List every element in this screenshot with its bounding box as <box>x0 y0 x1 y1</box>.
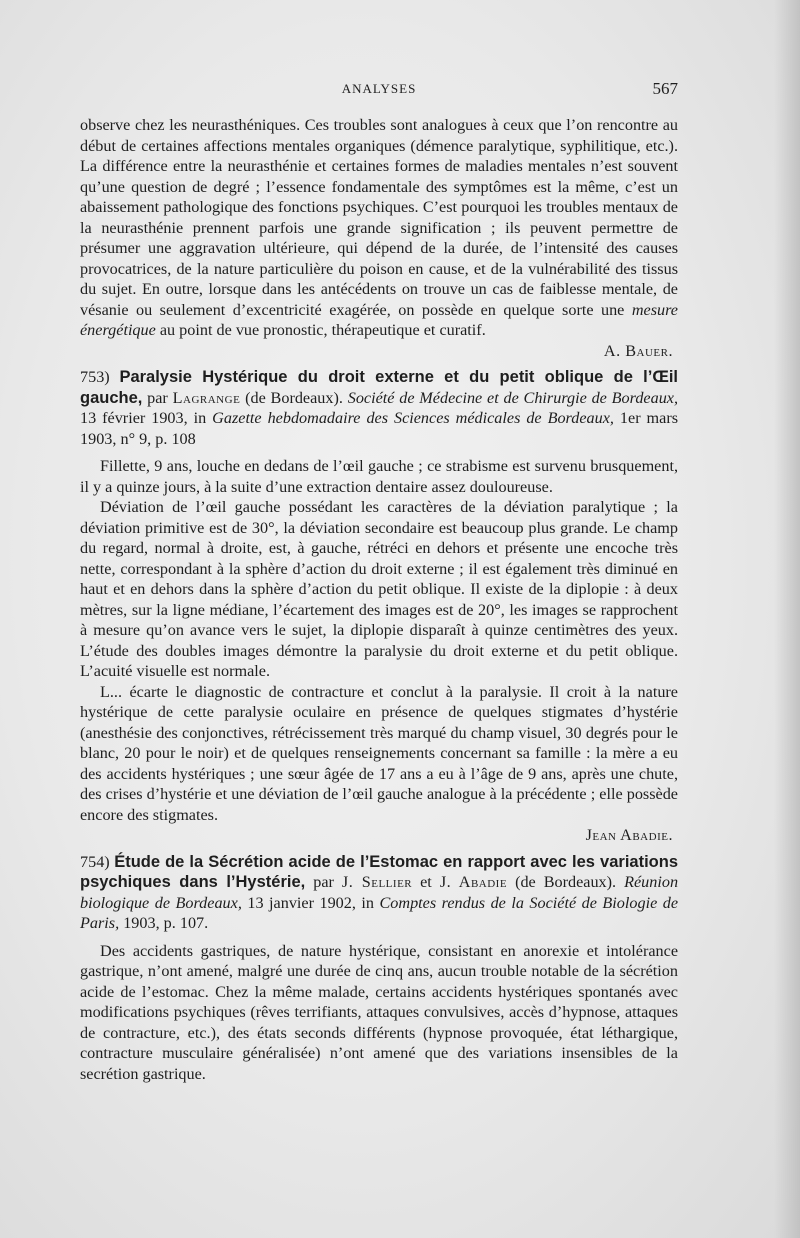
paragraph: Déviation de l’œil gauche possédant les caractères de la déviation paralytique ; la déviation primitive est de 30°, la déviation secondaire est beaucoup plus grande. Le champ du regard, normal à droite, est, à gauche, rétréci en dehors et présente une encoche très nette, correspondant à la sphère d’action du droit externe ; il est également très diminué en haut et en dehors dans la sphère d’action du petit oblique. Il existe de la diplopie : à deux mètres, sur la ligne médiane, l’écartement des images est de 20°, les images se rapprochent à mesure qu’on avance vers le sujet, la diplopie disparaît à quinze centimètres des yeux. L’étude des doubles images démontre la paralysie du droit externe et du petit oblique. L’acuité visuelle est normale. <box>80 498 678 680</box>
signature-abadie: Jean Abadie. <box>585 826 673 844</box>
entry-753-heading: 753) Paralysie Hystérique du droit externe et du petit oblique de l’Œil gauche, par Lagrange (de Bordeaux). Société de Médecine et de Chirurgie de Bordeaux, 13 février 1903, in Gazette hebdomadaire des Sciences médicales de Bordeaux, 1er mars 1903, n° 9, p. 108 <box>80 368 679 448</box>
paragraph-continued: observe chez les neurasthéniques. Ces troubles sont analogues à ceux que l’on rencontre au début de certaines affections mentales organiques (démence paralytique, syphilitique, etc.). La différence entre la neurasthénie et certaines formes de maladies mentales n’est souvent qu’une question de degré ; l’essence fondamentale des symptômes est la même, c’est un abaissement pathologique des fonctions psychiques. C’est pourquoi les troubles mentaux de la neurasthénie prennent parfois une grande signification ; ils peuvent permettre de présumer une aggravation ultérieure, qui dépend de la durée, de l’intensité des causes provocatrices, de la nature particulière du poison en cause, et de la vulnérabilité des tissus du sujet. En outre, lorsque dans les antécédents on trouve un cas de faiblesse mentale, de vésanie ou seulement d’excentricité exagérée, on possède en quelque sorte une mesure énergétique au point de vue pronostic, thérapeutique et curatif. <box>80 116 678 339</box>
paragraph: Des accidents gastriques, de nature hystérique, consistant en anorexie et intolérance gastrique, n’ont amené, malgré une durée de cinq ans, aucun trouble notable de la sécrétion acide de l’estomac. Chez la même malade, certains accidents hystériques spontanés avec modifications psychiques (rêves terrifiants, attaques convulsives, accès d’hypnose, attaques de contracture, etc.), des états seconds différents (hypnose provoquée, état léthargique, contracture musculaire généralisée) n’ont amené que des variations insensibles de la secrétion gastrique. <box>80 941 678 1083</box>
signature-bauer: A. Bauer. <box>603 341 673 360</box>
entry-title: Paralysie Hystérique du droit externe et du petit oblique de l’Œil gauche, <box>80 368 679 407</box>
paragraph: L... écarte le diagnostic de contracture et conclut à la paralysie. Il croit à la nature hystérique de cette paralysie oculaire en présence de quelques stigmates d’hystérie (anesthésie des conjonctives, rétrécissement très marqué du champ visuel, 30 degrés pour le blanc, 20 pour le noir) et de quelques renseignements concernant sa famille : la mère a eu des accidents hystériques ; une sœur âgée de 17 ans a eu à l’âge de 9 ans, après une chute, des crises d’hystérie et une déviation de l’œil gauche analogue à la précédente ; elle possède encore des stigmates. <box>80 682 678 824</box>
entry-citation: Comptes rendus de la Société de Biologie de Paris, <box>80 893 679 932</box>
entry-citation: Gazette hebdomadaire des Sciences médicales de Bordeaux, <box>212 409 614 427</box>
emphasis-text: mesure énergétique <box>80 300 678 339</box>
page-edge-shadow <box>774 0 800 1238</box>
entry-author: Lagrange <box>172 388 241 407</box>
page-number: 567 <box>652 79 678 98</box>
entry-citation: Société de Médecine et de Chirurgie de Bordeaux, <box>347 388 679 407</box>
entry-title: Étude de la Sécrétion acide de l’Estomac en rapport avec les variations psychiques dans l’Hystérie, <box>80 852 678 891</box>
main-text <box>80 115 678 1084</box>
entry-author: J. Abadie <box>439 873 508 891</box>
entry-number: 754) <box>80 852 110 871</box>
entry-author: J. Sellier <box>341 873 413 891</box>
entry-citation: Réunion biologique de Bordeaux, <box>80 873 679 912</box>
running-head <box>80 79 678 101</box>
running-head-title: ANALYSES <box>341 81 417 96</box>
entry-754-heading: 754) Étude de la Sécrétion acide de l’Estomac en rapport avec les variations psychiques dans l’Hystérie, par J. Sellier et J. Abadie (de Bordeaux). Réunion biologique de Bordeaux, 13 janvier 1902, in Comptes rendus de la Société de Biologie de Paris, 1903, p. 107. <box>80 852 679 932</box>
entry-number: 753) <box>80 368 110 386</box>
paragraph: Fillette, 9 ans, louche en dedans de l’œil gauche ; ce strabisme est survenu brusquement, il y a quinze jours, à la suite d’une extraction dentaire assez douloureuse. <box>80 457 678 496</box>
